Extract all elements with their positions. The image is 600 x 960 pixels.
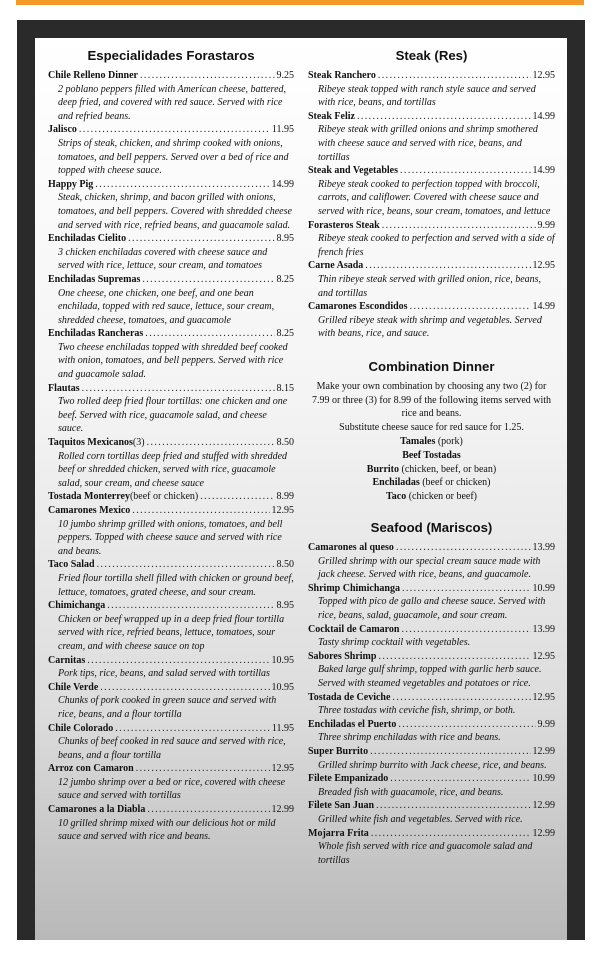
dot-leader (400, 164, 530, 178)
menu-item (48, 382, 294, 436)
item-name: Enchiladas Cielito (48, 233, 127, 245)
menu-item-header (308, 300, 555, 314)
dot-leader (396, 541, 531, 555)
dot-leader (147, 436, 275, 450)
dot-leader (378, 650, 530, 664)
dot-leader (401, 623, 530, 637)
item-price: 13.99 (532, 623, 555, 635)
item-name: Carnitas (48, 654, 86, 666)
menu-item-header (48, 654, 294, 668)
item-description: Tasty shrimp cocktail with vegetables. (318, 637, 471, 649)
menu-item (48, 803, 294, 844)
item-price: 8.99 (276, 491, 294, 503)
menu-item-header (48, 273, 294, 287)
item-description: Ribeye steak topped with ranch style sauce and served with rice, beans, and tortillas (318, 83, 536, 109)
item-price: 12.95 (532, 650, 555, 662)
item-name: Camarones al queso (308, 542, 394, 554)
menu-item-header (48, 504, 294, 518)
combination-choice (308, 476, 555, 490)
dot-leader (410, 300, 531, 314)
item-price: 8.25 (276, 328, 294, 340)
item-name: Flautas (48, 382, 80, 394)
item-price: 10.95 (271, 654, 294, 666)
menu-item (48, 654, 294, 681)
item-price: 12.95 (271, 505, 294, 516)
item-description: Steak, chicken, shrimp, and bacon grilled with onions, tomatoes, and bell peppers. Covered with shredded cheese and served with rice, refried beans, and guacamole salad. (58, 192, 292, 231)
item-name: Taco Salad (48, 559, 95, 571)
menu-item-header (308, 650, 555, 664)
choice-name: Tamales (400, 436, 436, 448)
item-name: Camarones Escondidos (308, 301, 408, 313)
item-name: Filete San Juan (308, 800, 375, 812)
top-accent-bar (16, 0, 584, 5)
menu-item (48, 123, 294, 177)
menu-item (48, 762, 294, 803)
item-description: Grilled white fish and vegetables. Served with rice. (318, 813, 523, 825)
menu-item (308, 650, 555, 691)
item-description: Breaded fish with guacamole, rice, and beans. (318, 786, 504, 798)
dot-leader (132, 504, 269, 518)
menu-item (48, 69, 294, 123)
item-description: 10 jumbo shrimp grilled with onions, tomatoes, and bell peppers. Topped with cheese sauce and served with rice and beans. (58, 518, 283, 557)
menu-item-header (308, 772, 555, 786)
item-price: 8.15 (276, 382, 294, 394)
menu-item-header (48, 436, 294, 450)
menu-item (308, 827, 555, 868)
dot-leader (390, 772, 530, 786)
menu-item-header (48, 123, 294, 137)
dot-leader (142, 273, 274, 287)
dot-leader (79, 123, 270, 137)
item-name: Enchiladas el Puerto (308, 718, 397, 730)
choice-name: Burrito (366, 463, 400, 475)
menu-item-header (308, 623, 555, 637)
item-price: 12.99 (532, 800, 555, 812)
section-title-especialidades: Especialidades Forastaros (87, 48, 255, 63)
item-price: 8.95 (276, 233, 294, 245)
menu-item (308, 300, 555, 341)
item-price: 12.99 (271, 804, 294, 816)
item-name: Mojarra Frita (308, 827, 369, 839)
menu-item-header (308, 691, 555, 705)
choice-name: Enchiladas (372, 477, 420, 489)
item-description: Ribeye steak with grilled onions and shrimp smothered with cheese sauce and served with rice, beans, and tortillas (318, 124, 538, 163)
choice-name: Beef Tostadas (402, 449, 461, 461)
item-description: Chicken or beef wrapped up in a deep fried flour tortilla served with rice, refried beans, lettuce, tomatoes, sour cream, and with cheese sauce on top (58, 613, 285, 652)
item-description: 10 grilled shrimp mixed with our delicious hot or mild sauce and served with rice and beans. (58, 817, 276, 843)
menu-item-header (308, 541, 555, 555)
menu-item (308, 259, 555, 300)
menu-item (48, 504, 294, 558)
item-price: 12.95 (271, 763, 294, 775)
item-name: Tostada de Ceviche (308, 691, 391, 703)
dot-leader (107, 599, 274, 613)
menu-item-header (48, 722, 294, 736)
menu-item (308, 164, 555, 218)
dot-leader (357, 110, 531, 124)
especialidades-list (48, 69, 294, 844)
item-price: 13.99 (532, 542, 555, 554)
item-name: Sabores Shrimp (308, 650, 377, 662)
menu-item-header (48, 558, 294, 572)
item-qualifier: (beef or chicken) (129, 491, 199, 503)
dot-leader (392, 691, 530, 705)
item-description: Strips of steak, chicken, and shrimp cooked with onions, tomatoes, and bell peppers. Served over a bed of rice and topped with cheese sauce. (58, 137, 289, 177)
menu-item-header (48, 178, 294, 192)
dot-leader (128, 232, 274, 246)
dot-leader (100, 681, 269, 695)
item-name: Enchiladas Rancheras (48, 328, 144, 340)
combination-choice (308, 449, 555, 463)
item-price: 12.95 (532, 691, 555, 703)
item-name: Happy Pig (48, 178, 94, 190)
item-price: 8.50 (276, 437, 294, 449)
item-name: Chile Relleno Dinner (48, 70, 138, 81)
menu-item-header (48, 327, 294, 341)
dot-leader (147, 803, 269, 817)
item-name: Forasteros Steak (308, 219, 380, 231)
right-column (308, 48, 555, 867)
menu-item (308, 69, 555, 110)
menu-item (48, 490, 294, 504)
choice-detail: (chicken or beef) (406, 491, 477, 503)
item-description: Three tostadas with ceviche fish, shrimp, or both. (318, 705, 516, 717)
menu-item (308, 772, 555, 799)
item-price: 12.99 (532, 827, 555, 839)
item-qualifier: (3) (132, 437, 145, 449)
item-description: Pork tips, rice, beans, and salad served with tortillas (58, 668, 270, 680)
menu-item (48, 273, 294, 327)
dot-leader (97, 558, 275, 572)
item-description: Ribeye steak cooked to perfection topped with broccoli, carrots, and califlower. Covered with cheese sauce and served with rice, beans, sour cream, tomatoes, and lettuce (318, 178, 551, 217)
menu-panel (35, 38, 567, 940)
item-description: 12 jumbo shrimp over a bed or rice, covered with cheese sauce and served with tortillas (58, 776, 286, 802)
menu-item (48, 178, 294, 232)
section-title-steak: Steak (Res) (395, 48, 468, 63)
menu-item-header (48, 762, 294, 776)
item-description: Two rolled deep fried flour tortillas: one chicken and one beef. Served with rice, guacamole salad, and cheese sauce. (58, 396, 288, 435)
dot-leader (115, 722, 270, 736)
item-name: Super Burrito (308, 745, 369, 757)
menu-item (308, 219, 555, 260)
combination-choice (308, 435, 555, 449)
item-description: Thin ribeye steak served with grilled onion, rice, beans, and tortillas (318, 273, 542, 299)
dot-leader (402, 582, 531, 596)
left-column (48, 48, 294, 844)
combination-note: Substitute cheese sauce for red sauce for 1.25. (339, 422, 524, 434)
menu-item (308, 799, 555, 826)
item-name: Steak Feliz (308, 110, 355, 122)
item-name: Cocktail de Camaron (308, 623, 400, 635)
menu-item-header (48, 232, 294, 246)
item-price: 12.99 (532, 745, 555, 757)
menu-item (48, 327, 294, 381)
menu-item-header (308, 799, 555, 813)
menu-item-header (48, 69, 294, 83)
item-price: 12.95 (532, 260, 555, 272)
item-name: Carne Asada (308, 260, 364, 272)
item-price: 10.99 (532, 582, 555, 594)
menu-item-header (48, 490, 294, 504)
item-price: 8.50 (276, 559, 294, 571)
item-price: 9.25 (276, 70, 294, 81)
combination-intro: Make your own combination by choosing any two (2) for 7.99 or three (3) for 8.99 of the following items served with rice and beans. (311, 380, 552, 420)
item-name: Jalisco (48, 124, 77, 136)
menu-item (308, 718, 555, 745)
menu-item (308, 691, 555, 718)
item-name: Arroz con Camaron (48, 763, 134, 775)
menu-item (308, 623, 555, 650)
item-price: 14.99 (271, 178, 294, 190)
combination-choice (308, 490, 555, 504)
choice-detail: (chicken, beef, or bean) (399, 463, 497, 475)
item-price: 9.99 (537, 718, 555, 730)
menu-item-header (48, 599, 294, 613)
item-description: Baked large gulf shrimp, topped with garlic herb sauce. Served with steamed vegetables and potatoes or rice. (318, 664, 542, 689)
item-name: Enchiladas Supremas (48, 273, 141, 285)
menu-item (308, 582, 555, 623)
dot-leader (145, 327, 274, 341)
item-name: Shrimp Chimichanga (308, 582, 400, 594)
menu-item-header (308, 219, 555, 233)
item-price: 14.99 (532, 110, 555, 122)
dot-leader (140, 69, 275, 83)
dot-leader (376, 799, 530, 813)
dot-leader (371, 827, 531, 841)
menu-item (308, 745, 555, 772)
item-name: Taquitos Mexicanos (48, 437, 133, 449)
dot-leader (370, 745, 530, 759)
menu-item-header (308, 164, 555, 178)
menu-item-header (48, 803, 294, 817)
item-description: Topped with pico de gallo and cheese sauce. Served with rice, beans, salad, guacamole, and sour cream. (318, 596, 546, 622)
dot-leader (95, 178, 269, 192)
menu-item-header (308, 745, 555, 759)
combination-choice (308, 463, 555, 477)
item-price: 8.95 (276, 600, 294, 612)
item-name: Steak Ranchero (308, 70, 376, 81)
choice-detail: (beef or chicken) (419, 477, 491, 489)
item-description: Three shrimp enchiladas with rice and beans. (318, 732, 501, 744)
menu-item-header (48, 382, 294, 396)
menu-item-header (308, 582, 555, 596)
dot-leader (398, 718, 535, 732)
combination-choices (308, 435, 555, 504)
item-price: 10.99 (532, 773, 555, 785)
dot-leader (365, 259, 530, 273)
item-price: 12.95 (532, 70, 555, 81)
choice-name: Taco (386, 491, 407, 503)
menu-item (48, 232, 294, 273)
item-description: 2 poblano peppers filled with American cheese, battered, deep fried, and covered with red sauce. Served with rice and refried beans. (58, 83, 287, 122)
item-description: Grilled shrimp with our special cream sauce made with jack cheese. Served with rice, beans, and guacamole. (318, 555, 541, 581)
menu-item (308, 110, 555, 164)
dot-leader (378, 69, 531, 83)
menu-item (48, 722, 294, 763)
item-name: Chile Verde (48, 681, 99, 693)
item-price: 11.95 (271, 124, 294, 136)
item-description: Ribeye steak cooked to perfection and served with a side of french fries (318, 233, 555, 258)
item-name: Chimichanga (48, 600, 106, 612)
item-name: Tostada Monterrey (48, 491, 130, 503)
item-name: Camarones a la Diabla (48, 804, 146, 816)
menu-item (308, 541, 555, 582)
item-description: One cheese, one chicken, one beef, and one bean enchilada, topped with red sauce, lettuce, sour cream, shredded cheese, tomatoes, and guacamole (58, 287, 275, 326)
menu-item-header (308, 718, 555, 732)
menu-item-header (48, 681, 294, 695)
section-title-combination: Combination Dinner (368, 358, 495, 374)
item-name: Filete Empanizado (308, 773, 389, 785)
item-price: 14.99 (532, 165, 555, 177)
dot-leader (382, 219, 536, 233)
item-name: Steak and Vegetables (308, 165, 399, 177)
seafood-list (308, 541, 555, 867)
menu-item-header (308, 69, 555, 83)
dot-leader (87, 654, 269, 668)
dot-leader (200, 490, 274, 504)
menu-item-header (308, 110, 555, 124)
item-description: Two cheese enchiladas topped with shredded beef cooked with onion, tomatoes, and bell peppers. Served with rice and guacamole salad. (58, 341, 288, 381)
choice-detail: (pork) (435, 436, 463, 448)
item-price: 9.99 (537, 219, 555, 231)
item-description: Whole fish served with rice and guacomole salad and tortillas (318, 841, 533, 866)
item-description: Rolled corn tortillas deep fried and stuffed with shredded beef or shredded chicken, served with rice, guacamole salad, sour cream, and cheese sauce (58, 450, 288, 489)
menu-item (48, 681, 294, 722)
menu-item-header (308, 827, 555, 841)
dot-leader (136, 762, 270, 776)
item-description: Grilled shrimp burrito with Jack cheese, rice, and beans. (318, 759, 547, 771)
item-description: 3 chicken enchiladas covered with cheese sauce and served with rice, lettuce, sour cream, and tomatoes (58, 246, 268, 272)
item-name: Chile Colorado (48, 722, 114, 734)
item-description: Fried flour tortilla shell filled with chicken or ground beef, lettuce, tomatoes, grated cheese, and sour cream. (58, 572, 294, 598)
item-price: 8.25 (276, 273, 294, 285)
item-description: Grilled ribeye steak with shrimp and vegetables. Served with beans, rice, and sauce. (318, 314, 542, 340)
menu-item (48, 436, 294, 490)
item-price: 10.95 (271, 681, 294, 693)
menu-item-header (308, 259, 555, 273)
item-description: Chunks of pork cooked in green sauce and served with rice, beans, and a flour tortilla (58, 695, 277, 720)
steak-list (308, 69, 555, 341)
section-title-seafood: Seafood (Mariscos) (370, 520, 493, 536)
item-description: Chunks of beef cooked in red sauce and served with rice, beans, and a flour tortilla (58, 736, 286, 761)
menu-item (48, 558, 294, 599)
dot-leader (82, 382, 275, 396)
item-name: Camarones Mexico (48, 505, 131, 516)
item-price: 14.99 (532, 301, 555, 313)
menu-item (48, 599, 294, 653)
item-price: 11.95 (271, 722, 294, 734)
